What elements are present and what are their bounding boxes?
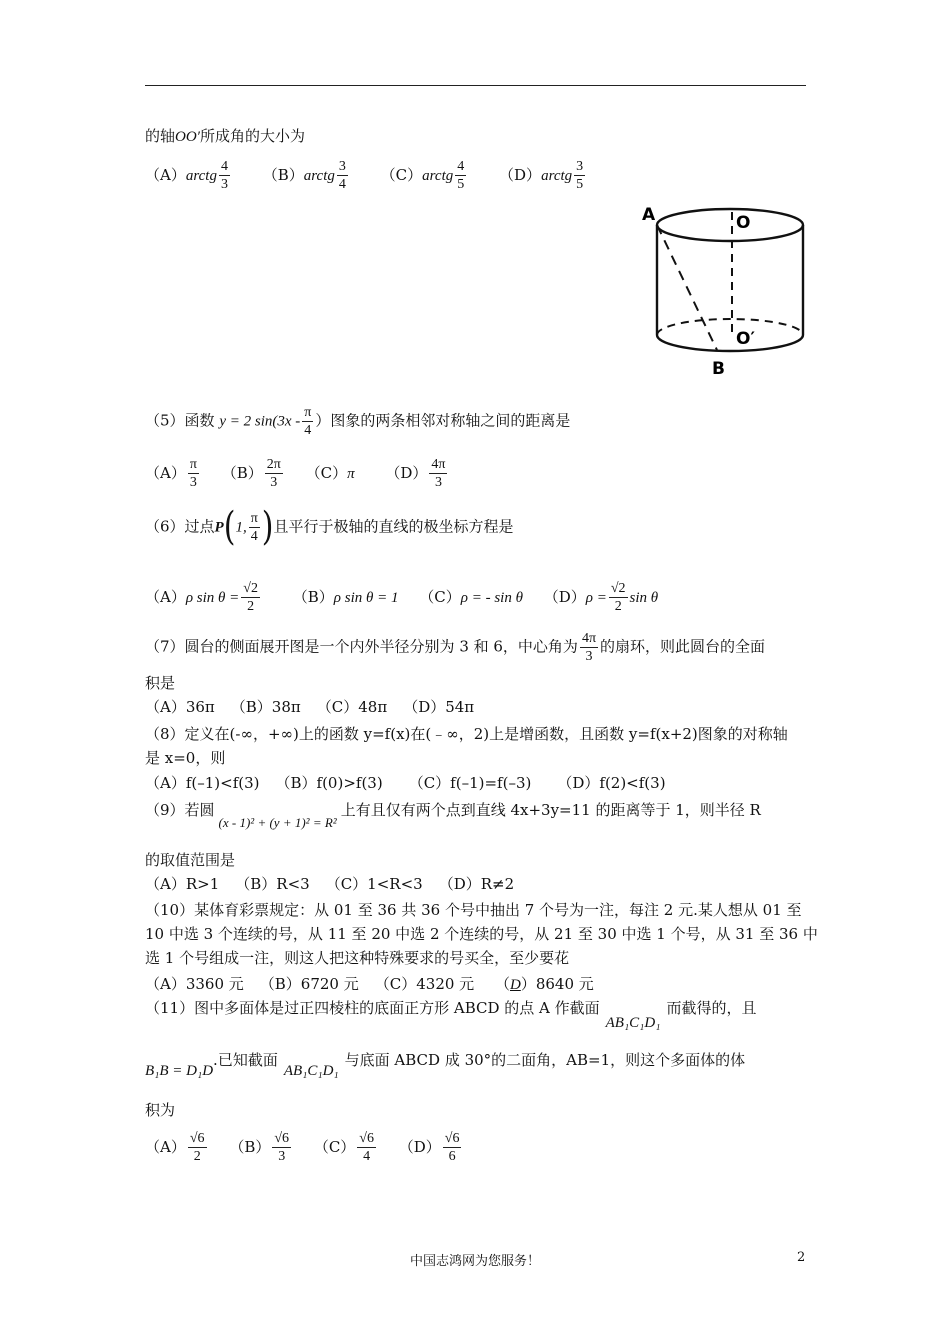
figure-label-b: B <box>712 359 725 378</box>
q9-option-c: （C）1<R<3 <box>325 875 423 893</box>
q6-options <box>145 580 658 615</box>
q7-stem: （7）圆台的侧面展开图是一个内外半径分别为 3 和 6，中心角为 $\frac{4\pi}{3}$ 的扇环，则此圆台的全面 <box>145 631 766 664</box>
q6-option-a: （A）ρ sin θ = $\frac{√2}{2}$ <box>145 581 258 614</box>
q7-option-d: （D）54π <box>403 698 475 716</box>
q11-stem-line2: B₁B = D₁D.已知截面AB₁C₁D₁与底面 ABCD 成 30°的二面角，AB=1，则这个多面体的体 <box>145 1051 746 1079</box>
q9-options <box>145 874 514 894</box>
figure-label-o: O <box>736 213 751 233</box>
q5-option-b: （B） $\frac{2\pi}{3}$ <box>221 457 281 490</box>
q4-option-c: （C）arctg $\frac{4}{5}$ <box>380 159 465 192</box>
q7-option-b: （B）38π <box>230 698 301 716</box>
q5-option-c: （C）π <box>305 463 355 482</box>
q10-option-a: （A）3360 元 <box>145 975 244 993</box>
q7-stem-line2: 积是 <box>145 674 176 692</box>
q7-option-c: （C）48π <box>316 698 388 716</box>
q11-stem: （11）图中多面体是过正四棱柱的底面正方形 ABCD 的点 A 作截面AB₁C₁D₁而截得的，且 <box>145 999 757 1031</box>
q5-options <box>145 456 449 491</box>
q11-option-b: （B） $\frac{√6}{3}$ <box>229 1131 290 1164</box>
q8-option-b: （B）f(0)>f(3) <box>275 774 383 792</box>
footer-text: 中国志鸿网为您服务！ <box>409 1254 540 1269</box>
q9-stem-line2: 的取值范围是 <box>145 851 236 869</box>
q7-options <box>145 697 474 717</box>
q9-option-d: （D）R≠2 <box>438 875 515 893</box>
q11-stem-line3: 积为 <box>145 1101 176 1119</box>
q8-option-d: （D）f(2)<f(3) <box>557 774 666 792</box>
q4-options <box>145 158 587 193</box>
q5-stem: （5）函数 y = 2 sin(3x - $\frac{\pi}{4}$ ）图象的两条相邻对称轴之间的距离是 <box>145 405 571 438</box>
figure-label-a: A <box>642 205 656 225</box>
cylinder-figure <box>628 198 818 378</box>
q9-stem: （9）若圆(x - 1)² + (y + 1)² = R²上有且仅有两个点到直线 4x+3y=11 的距离等于 1，则半径 R <box>145 801 761 830</box>
q7-option-a: （A）36π <box>145 698 215 716</box>
q10-stem-line3: 选 1 个号组成一注，则这人把这种特殊要求的号买全，至少要花 <box>145 949 570 967</box>
q11-option-c: （C） $\frac{√6}{4}$ <box>313 1131 374 1164</box>
q4-option-d: （D）arctg $\frac{3}{5}$ <box>499 159 584 192</box>
q6-option-b: （B）ρ sin θ = 1 <box>292 587 399 606</box>
q10-option-c: （C）4320 元 <box>374 975 475 993</box>
q8-option-a: （A）f(–1)<f(3) <box>145 774 260 792</box>
q5-option-a: （A） $\frac{\pi}{3}$ <box>145 457 197 490</box>
q10-option-d: （D）8640 元 <box>494 975 594 993</box>
q10-stem: （10）某体育彩票规定：从 01 至 36 共 36 个号中抽出 7 个号为一注，每注 2 元.某人想从 01 至 <box>145 901 802 919</box>
page-number: 2 <box>797 1250 806 1265</box>
q10-stem-line2: 10 中选 3 个连续的号，从 11 至 20 中选 2 个连续的号，从 21 至 30 中选 1 个号，从 31 至 36 中 <box>145 925 818 943</box>
q10-options <box>145 974 594 995</box>
q4-option-a: （A）arctg $\frac{4}{3}$ <box>145 159 228 192</box>
q11-option-a: （A） $\frac{√6}{2}$ <box>145 1131 205 1164</box>
q4-option-b: （B）arctg $\frac{3}{4}$ <box>262 159 346 192</box>
q6-option-d: （D）ρ = $\frac{√2}{2}$ sin θ <box>543 581 659 614</box>
q8-options <box>145 773 666 793</box>
q5-option-d: （D） $\frac{4\pi}{3}$ <box>385 457 446 490</box>
q10-option-b: （B）6720 元 <box>259 975 359 993</box>
q6-option-c: （C）ρ = - sin θ <box>419 587 523 606</box>
q11-options <box>145 1130 463 1165</box>
q9-option-b: （B）R<3 <box>235 875 310 893</box>
header-rule <box>145 85 806 86</box>
figure-label-o-prime: O′ <box>736 329 755 349</box>
q6-stem: （6）过点P(1, $\frac{\pi}{4}$ )且平行于极轴的直线的极坐标方程是 <box>145 504 514 550</box>
q4-stem: 的轴OO′所成角的大小为 <box>145 127 305 145</box>
q8-option-c: （C）f(–1)=f(–3) <box>408 774 532 792</box>
q9-option-a: （A）R>1 <box>145 875 220 893</box>
q11-option-d: （D） $\frac{√6}{6}$ <box>398 1131 460 1164</box>
q8-stem-line2: 是 x=0，则 <box>145 749 226 767</box>
q8-stem: （8）定义在(-∞，+∞)上的函数 y=f(x)在(﹣∞，2)上是增函数，且函数 y=f(x+2)图象的对称轴 <box>145 725 788 743</box>
